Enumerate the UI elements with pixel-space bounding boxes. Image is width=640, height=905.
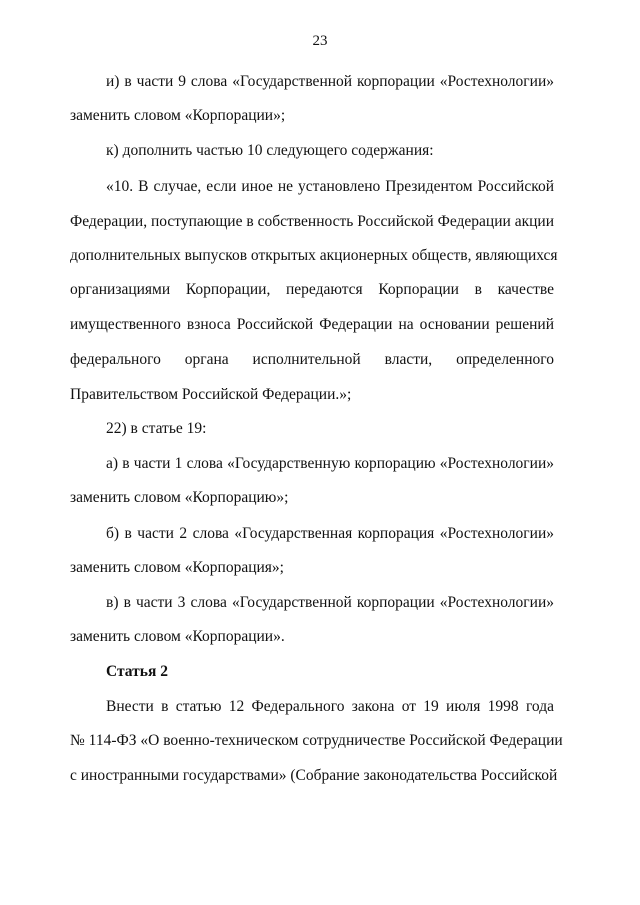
- text-line: б) в части 2 слова «Государственная корпорация «Ростехнологии»: [106, 525, 554, 542]
- page-number: 23: [312, 33, 328, 49]
- text-line: заменить словом «Корпорации»;: [70, 107, 286, 124]
- text-line: Внести в статью 12 Федерального закона от 19 июля 1998 года: [106, 698, 554, 715]
- text-line: № 114-ФЗ «О военно-техническом сотрудничестве Российской Федерации: [70, 732, 563, 749]
- text-line: и) в части 9 слова «Государственной корпорации «Ростехнологии»: [106, 73, 554, 90]
- article-heading: Статья 2: [106, 663, 168, 680]
- text-line: имущественного взноса Российской Федерации на основании решений: [70, 316, 554, 333]
- text-line: заменить словом «Корпорацию»;: [70, 489, 289, 506]
- text-line: Правительством Российской Федерации.»;: [70, 386, 352, 403]
- text-line: а) в части 1 слова «Государственную корпорацию «Ростехнологии»: [106, 455, 554, 472]
- text-line: заменить словом «Корпорация»;: [70, 559, 284, 576]
- text-line: федерального органа исполнительной власти, определенного: [70, 351, 554, 368]
- text-line: с иностранными государствами» (Собрание законодательства Российской: [70, 767, 558, 784]
- text-line: к) дополнить частью 10 следующего содержания:: [106, 142, 434, 159]
- text-line: в) в части 3 слова «Государственной корпорации «Ростехнологии»: [106, 594, 554, 611]
- text-line: «10. В случае, если иное не установлено Президентом Российской: [106, 178, 554, 195]
- text-line: организациями Корпорации, передаются Корпорации в качестве: [70, 281, 554, 298]
- text-line: 22) в статье 19:: [106, 420, 207, 437]
- text-line: заменить словом «Корпорации».: [70, 628, 285, 645]
- text-line: дополнительных выпусков открытых акционерных обществ, являющихся: [70, 247, 558, 264]
- text-line: Федерации, поступающие в собственность Российской Федерации акции: [70, 213, 554, 230]
